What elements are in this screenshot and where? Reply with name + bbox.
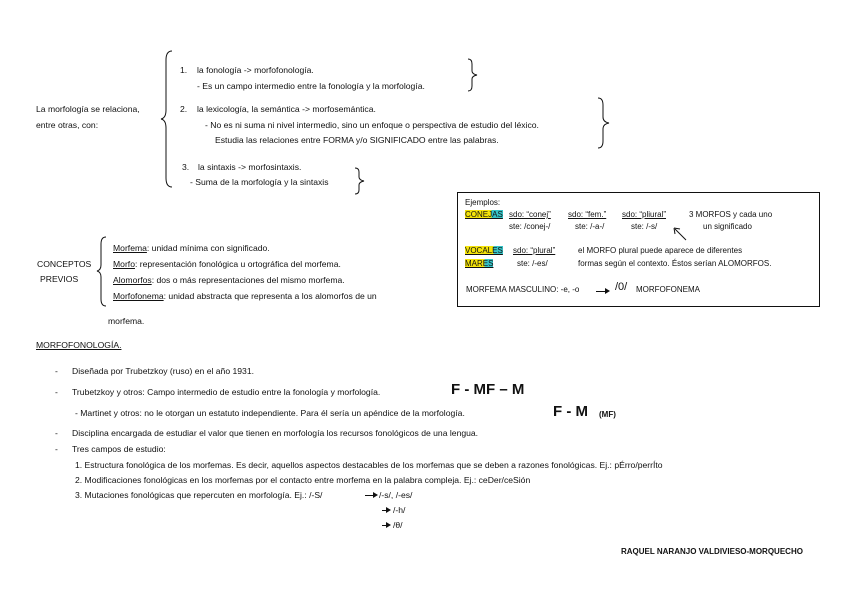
intro-line-2: entre otras, con:: [36, 120, 99, 130]
relation-3-number: 3.: [182, 162, 190, 172]
concepto-morfema: Morfema: unidad mínima con significado.: [113, 243, 270, 253]
concepto-alomorfos: Alomorfos: dos o más representaciones del mismo morfema.: [113, 275, 345, 285]
author-signature: RAQUEL NARANJO VALDIVIESO-MORQUECHO: [621, 547, 803, 556]
bullet-dash-1: -: [55, 366, 58, 376]
masculino-arrow-icon: [596, 291, 608, 292]
relation-3-detail-1: - Suma de la morfología y la sintaxis: [190, 177, 329, 187]
concepto-continuation: morfema.: [108, 316, 145, 326]
bullet-dash-4: -: [55, 444, 58, 454]
relation-1-brace: [467, 58, 479, 92]
mutation-arrow-3-icon: [382, 525, 389, 526]
ejemplo-vocales: VOCALES: [465, 246, 503, 255]
ste-a: ste: /-a-/: [575, 222, 605, 231]
ejemplos-title: Ejemplos:: [465, 198, 501, 207]
sdo-plural: sdo: “plural”: [513, 246, 556, 255]
count-note: 3 MORFOS y cada uno: [689, 210, 773, 219]
formula-martinet-suffix: (MF): [599, 410, 616, 419]
sdo-conej: sdo: “conej”: [509, 210, 551, 219]
ste-es: ste: /-es/: [517, 259, 548, 268]
relation-2-title: la lexicología, la semántica -> morfosemántica.: [197, 104, 376, 114]
field-3: 3. Mutaciones fonológicas que repercuten en morfología. Ej.: /-S/: [75, 490, 323, 500]
bullet-3: Disciplina encargada de estudiar el valor que tienen en morfología los recursos fonológicos de una lengua.: [72, 428, 479, 438]
masculino-symbol: /0/: [615, 281, 628, 293]
relations-brace: [160, 50, 174, 190]
sdo-fem: sdo: “fem.”: [568, 210, 607, 219]
morfofonologia-heading: MORFOFONOLOGÍA.: [36, 340, 122, 350]
bullet-dash-3: -: [55, 428, 58, 438]
formula-martinet: F - M: [553, 403, 588, 420]
formula-trubetzkoy: F - MF – M: [451, 381, 525, 398]
concepto-morfo: Morfo: representación fonológica u ortográfica del morfema.: [113, 259, 341, 269]
concepto-morfofonema: Morfofonema: unidad abstracta que representa a los alomorfos de un: [113, 291, 377, 301]
sdo-pliural: sdo: “pliural”: [622, 210, 667, 219]
masculino-label: MORFEMA MASCULINO: -e, -o: [466, 285, 580, 294]
relation-1-number: 1.: [180, 65, 188, 75]
formas-note: formas según el contexto. Éstos serían ALOMORFOS.: [578, 259, 772, 268]
ste-s: ste: /-s/: [631, 222, 658, 231]
ejemplo-mares: MARES: [465, 259, 494, 268]
plural-note: el MORFO plural puede aparece de diferentes: [578, 246, 743, 255]
relation-3-brace: [354, 167, 366, 195]
intro-line-1: La morfología se relaciona,: [36, 104, 140, 114]
conceptos-label-1: CONCEPTOS: [37, 259, 92, 269]
relation-2-detail-1: - No es ni suma ni nivel intermedio, sino un enfoque o perspectiva de estudio del léxico.: [205, 120, 539, 130]
relation-1-title: la fonología -> morfofonología.: [197, 65, 314, 75]
significado-note: un significado: [703, 222, 752, 231]
field-1: 1. Estructura fonológica de los morfemas. Es decir, aquellos aspectos destacables de los morfemas que se deben a razones fonológicas. Ej.: pÉrro/perrÍto: [75, 460, 663, 470]
bullet-4: Tres campos de estudio:: [72, 444, 166, 454]
field-2: 2. Modificaciones fonológicas en los morfemas por el contacto entre morfema en la palabra compleja. Ej.: ceDer/ceSión: [75, 475, 531, 485]
relation-2-number: 2.: [180, 104, 188, 114]
mutation-2: /-h/: [393, 505, 406, 515]
relation-1-detail-1: - Es un campo intermedio entre la fonología y la morfología.: [197, 81, 425, 91]
relation-2-brace: [597, 97, 611, 149]
conceptos-brace: [96, 236, 108, 308]
ejemplo-conejas: CONEJAS: [465, 210, 503, 219]
conceptos-label-2: PREVIOS: [40, 274, 79, 284]
pointer-arrow-icon: [672, 226, 688, 242]
relation-2-detail-2: Estudia las relaciones entre FORMA y/o SIGNIFICADO entre las palabras.: [215, 135, 499, 145]
mutation-1: /-s/, /-es/: [379, 490, 413, 500]
bullet-2b: - Martinet y otros: no le otorgan un estatuto independiente. Para él sería un apéndice de la morfología.: [75, 408, 465, 418]
masculino-result: MORFOFONEMA: [636, 285, 700, 294]
ste-conej: ste: /conej-/: [509, 222, 551, 231]
mutation-arrow-2-icon: [382, 510, 389, 511]
relation-3-title: la sintaxis -> morfosintaxis.: [198, 162, 302, 172]
mutation-arrow-1-icon: [365, 495, 376, 496]
bullet-1: Diseñada por Trubetzkoy (ruso) en el año 1931.: [72, 366, 255, 376]
bullet-dash-2: -: [55, 387, 58, 397]
bullet-2: Trubetzkoy y otros: Campo intermedio de estudio entre la fonología y morfología.: [72, 387, 381, 397]
mutation-3: /θ/: [393, 520, 403, 530]
